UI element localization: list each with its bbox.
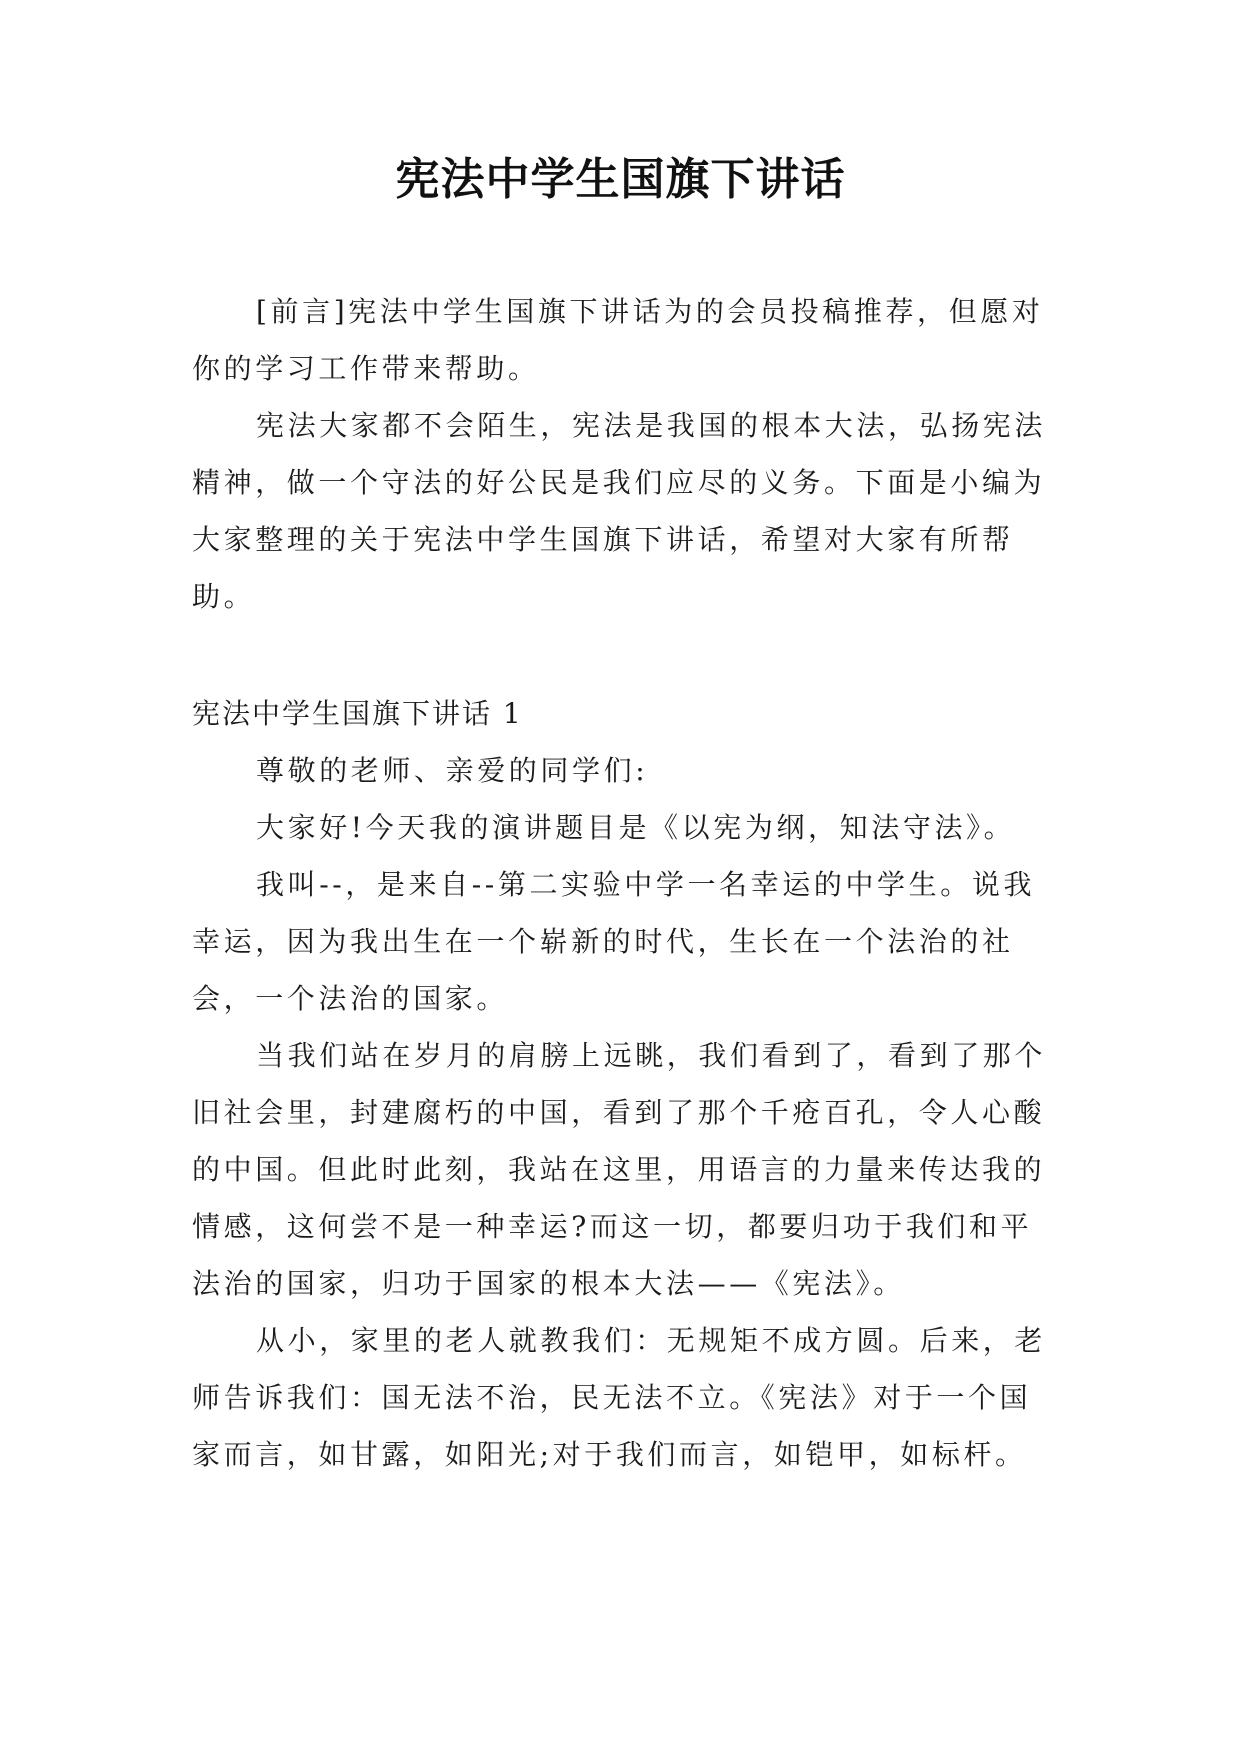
greeting-paragraph: 大家好!今天我的演讲题目是《以宪为纲，知法守法》。: [256, 811, 1016, 844]
document-body: [192, 283, 1060, 1483]
document-title: 宪法中学生国旗下讲话: [395, 154, 846, 205]
speech-paragraph: 从小，家里的老人就教我们：无规矩不成方圆。后来，老师告诉我们：国无法不治，民无法不立。《宪法》对于一个国家而言，如甘露，如阳光;对于我们而言，如铠甲，如标杆。: [192, 1324, 1047, 1471]
preface-paragraph: [前言]宪法中学生国旗下讲话为的会员投稿推荐，但愿对你的学习工作带来帮助。: [192, 295, 1044, 385]
section-heading: 宪法中学生国旗下讲话 1: [192, 697, 523, 730]
intro-paragraph: 宪法大家都不会陌生，宪法是我国的根本大法，弘扬宪法精神，做一个守法的好公民是我们应尽的义务。下面是小编为大家整理的关于宪法中学生国旗下讲话，希望对大家有所帮助。: [192, 409, 1047, 613]
speech-paragraph: 我叫--，是来自--第二实验中学一名幸运的中学生。说我幸运，因为我出生在一个崭新的时代，生长在一个法治的社会，一个法治的国家。: [192, 868, 1036, 1015]
speech-paragraph: 当我们站在岁月的肩膀上远眺，我们看到了，看到了那个旧社会里，封建腐朽的中国，看到了那个千疮百孔，令人心酸的中国。但此时此刻，我站在这里，用语言的力量来传达我的情感，这何尝不是一种幸运?而这一切，都要归功于我们和平法治的国家，归功于国家的根本大法——《宪法》。: [192, 1039, 1047, 1300]
salutation-paragraph: 尊敬的老师、亲爱的同学们:: [256, 754, 649, 787]
